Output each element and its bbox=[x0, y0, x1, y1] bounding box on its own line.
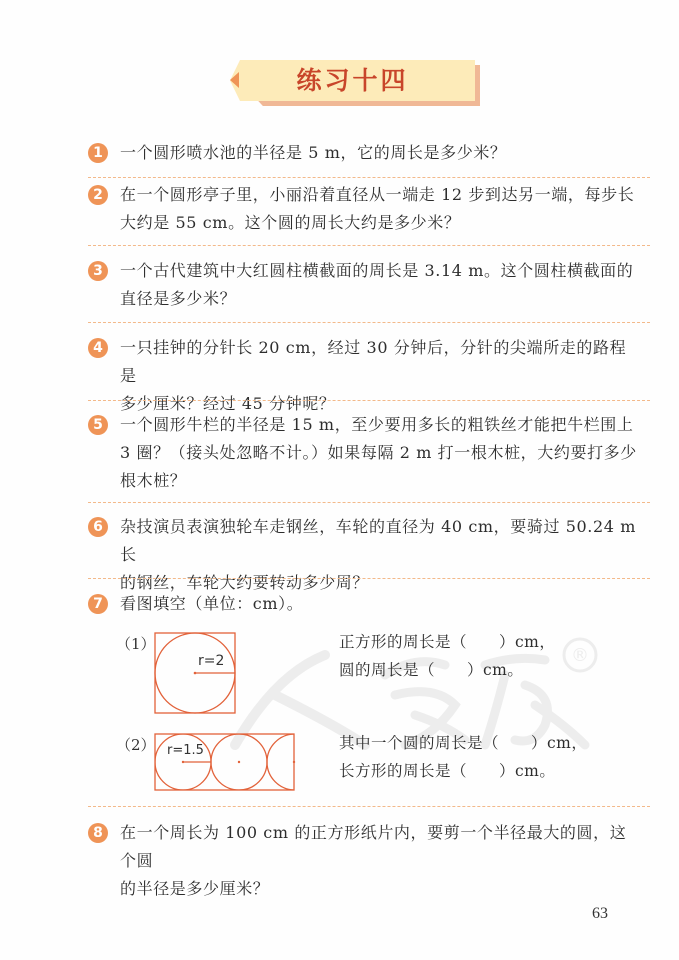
question-line: 在一个周长为 100 cm 的正方形纸片内，要剪一个半径最大的圆，这个圆 bbox=[120, 823, 627, 870]
part-1-label: （1） bbox=[116, 635, 156, 653]
question-text bbox=[120, 513, 640, 597]
fill-blank-line: 长方形的周长是（ ）cm。 bbox=[339, 762, 556, 780]
question-number-badge: 2 bbox=[88, 185, 108, 205]
svg-text:®: ® bbox=[571, 645, 589, 666]
square-with-inscribed-circle-figure bbox=[154, 632, 236, 714]
exercise-title-banner bbox=[230, 60, 480, 106]
question-line: 看图填空（单位：cm）。 bbox=[120, 594, 304, 613]
fill-blank-line: 正方形的周长是（ ）cm， bbox=[339, 633, 556, 651]
question-line: 一个古代建筑中大红圆柱横截面的周长是 3.14 m。这个圆柱横截面的 bbox=[120, 261, 634, 280]
question-line: 直径是多少米？ bbox=[120, 289, 237, 308]
dashed-separator bbox=[88, 806, 650, 807]
part-1-blanks bbox=[339, 628, 555, 684]
question-line: 根木桩？ bbox=[120, 471, 187, 490]
question-line: 杂技演员表演独轮车走钢丝，车轮的直径为 40 cm，要骑过 50.24 m 长 bbox=[120, 517, 637, 564]
page-title: 练习十四 bbox=[296, 66, 409, 95]
page-number: 63 bbox=[592, 905, 608, 922]
question-line: 一个圆形牛栏的半径是 15 m，至少要用多长的粗铁丝才能把牛栏围上 bbox=[120, 415, 634, 434]
question-line: 多少厘米？经过 45 分钟呢？ bbox=[120, 394, 336, 413]
question-number-badge: 8 bbox=[88, 823, 108, 843]
dashed-separator bbox=[88, 578, 650, 579]
question-line: 大约是 55 cm。这个圆的周长大约是多少米？ bbox=[120, 213, 461, 232]
question-number-badge: 3 bbox=[88, 261, 108, 281]
fill-blank-line: 圆的周长是（ ）cm。 bbox=[339, 661, 524, 679]
question-line: 的半径是多少厘米？ bbox=[120, 879, 270, 898]
question-text bbox=[120, 411, 640, 495]
question-line: 在一个圆形亭子里，小丽沿着直径从一端走 12 步到达另一端，每步长 bbox=[120, 185, 635, 204]
dashed-separator bbox=[88, 400, 650, 401]
question-text bbox=[120, 257, 640, 313]
question-line: 的钢丝，车轮大约要转动多少周？ bbox=[120, 573, 370, 592]
dashed-separator bbox=[88, 502, 650, 503]
question-number-badge: 6 bbox=[88, 517, 108, 537]
question-text bbox=[120, 334, 640, 418]
question-number-badge: 4 bbox=[88, 338, 108, 358]
question-line: 3 圈？（接头处忽略不计。）如果每隔 2 m 打一根木桩，大约要打多少 bbox=[120, 443, 637, 462]
radius-label: r=2 bbox=[198, 653, 225, 669]
question-text bbox=[120, 139, 640, 167]
question-number-badge: 7 bbox=[88, 594, 108, 614]
question-text bbox=[120, 819, 640, 903]
question-text bbox=[120, 590, 640, 618]
fill-blank-line: 其中一个圆的周长是（ ）cm， bbox=[339, 734, 588, 752]
question-number-badge: 5 bbox=[88, 415, 108, 435]
question-text bbox=[120, 181, 640, 237]
dashed-separator bbox=[88, 322, 650, 323]
part-2-label: （2） bbox=[116, 736, 156, 754]
radius-label: r=1.5 bbox=[167, 743, 204, 758]
part-2-blanks bbox=[339, 729, 587, 785]
dashed-separator bbox=[88, 177, 650, 178]
question-line: 一个圆形喷水池的半径是 5 m，它的周长是多少米？ bbox=[120, 143, 507, 162]
question-number-badge: 1 bbox=[88, 143, 108, 163]
question-line: 一只挂钟的分针长 20 cm，经过 30 分钟后，分针的尖端所走的路程是 bbox=[120, 338, 627, 385]
dashed-separator bbox=[88, 245, 650, 246]
rectangle-with-circles-figure bbox=[154, 733, 296, 791]
